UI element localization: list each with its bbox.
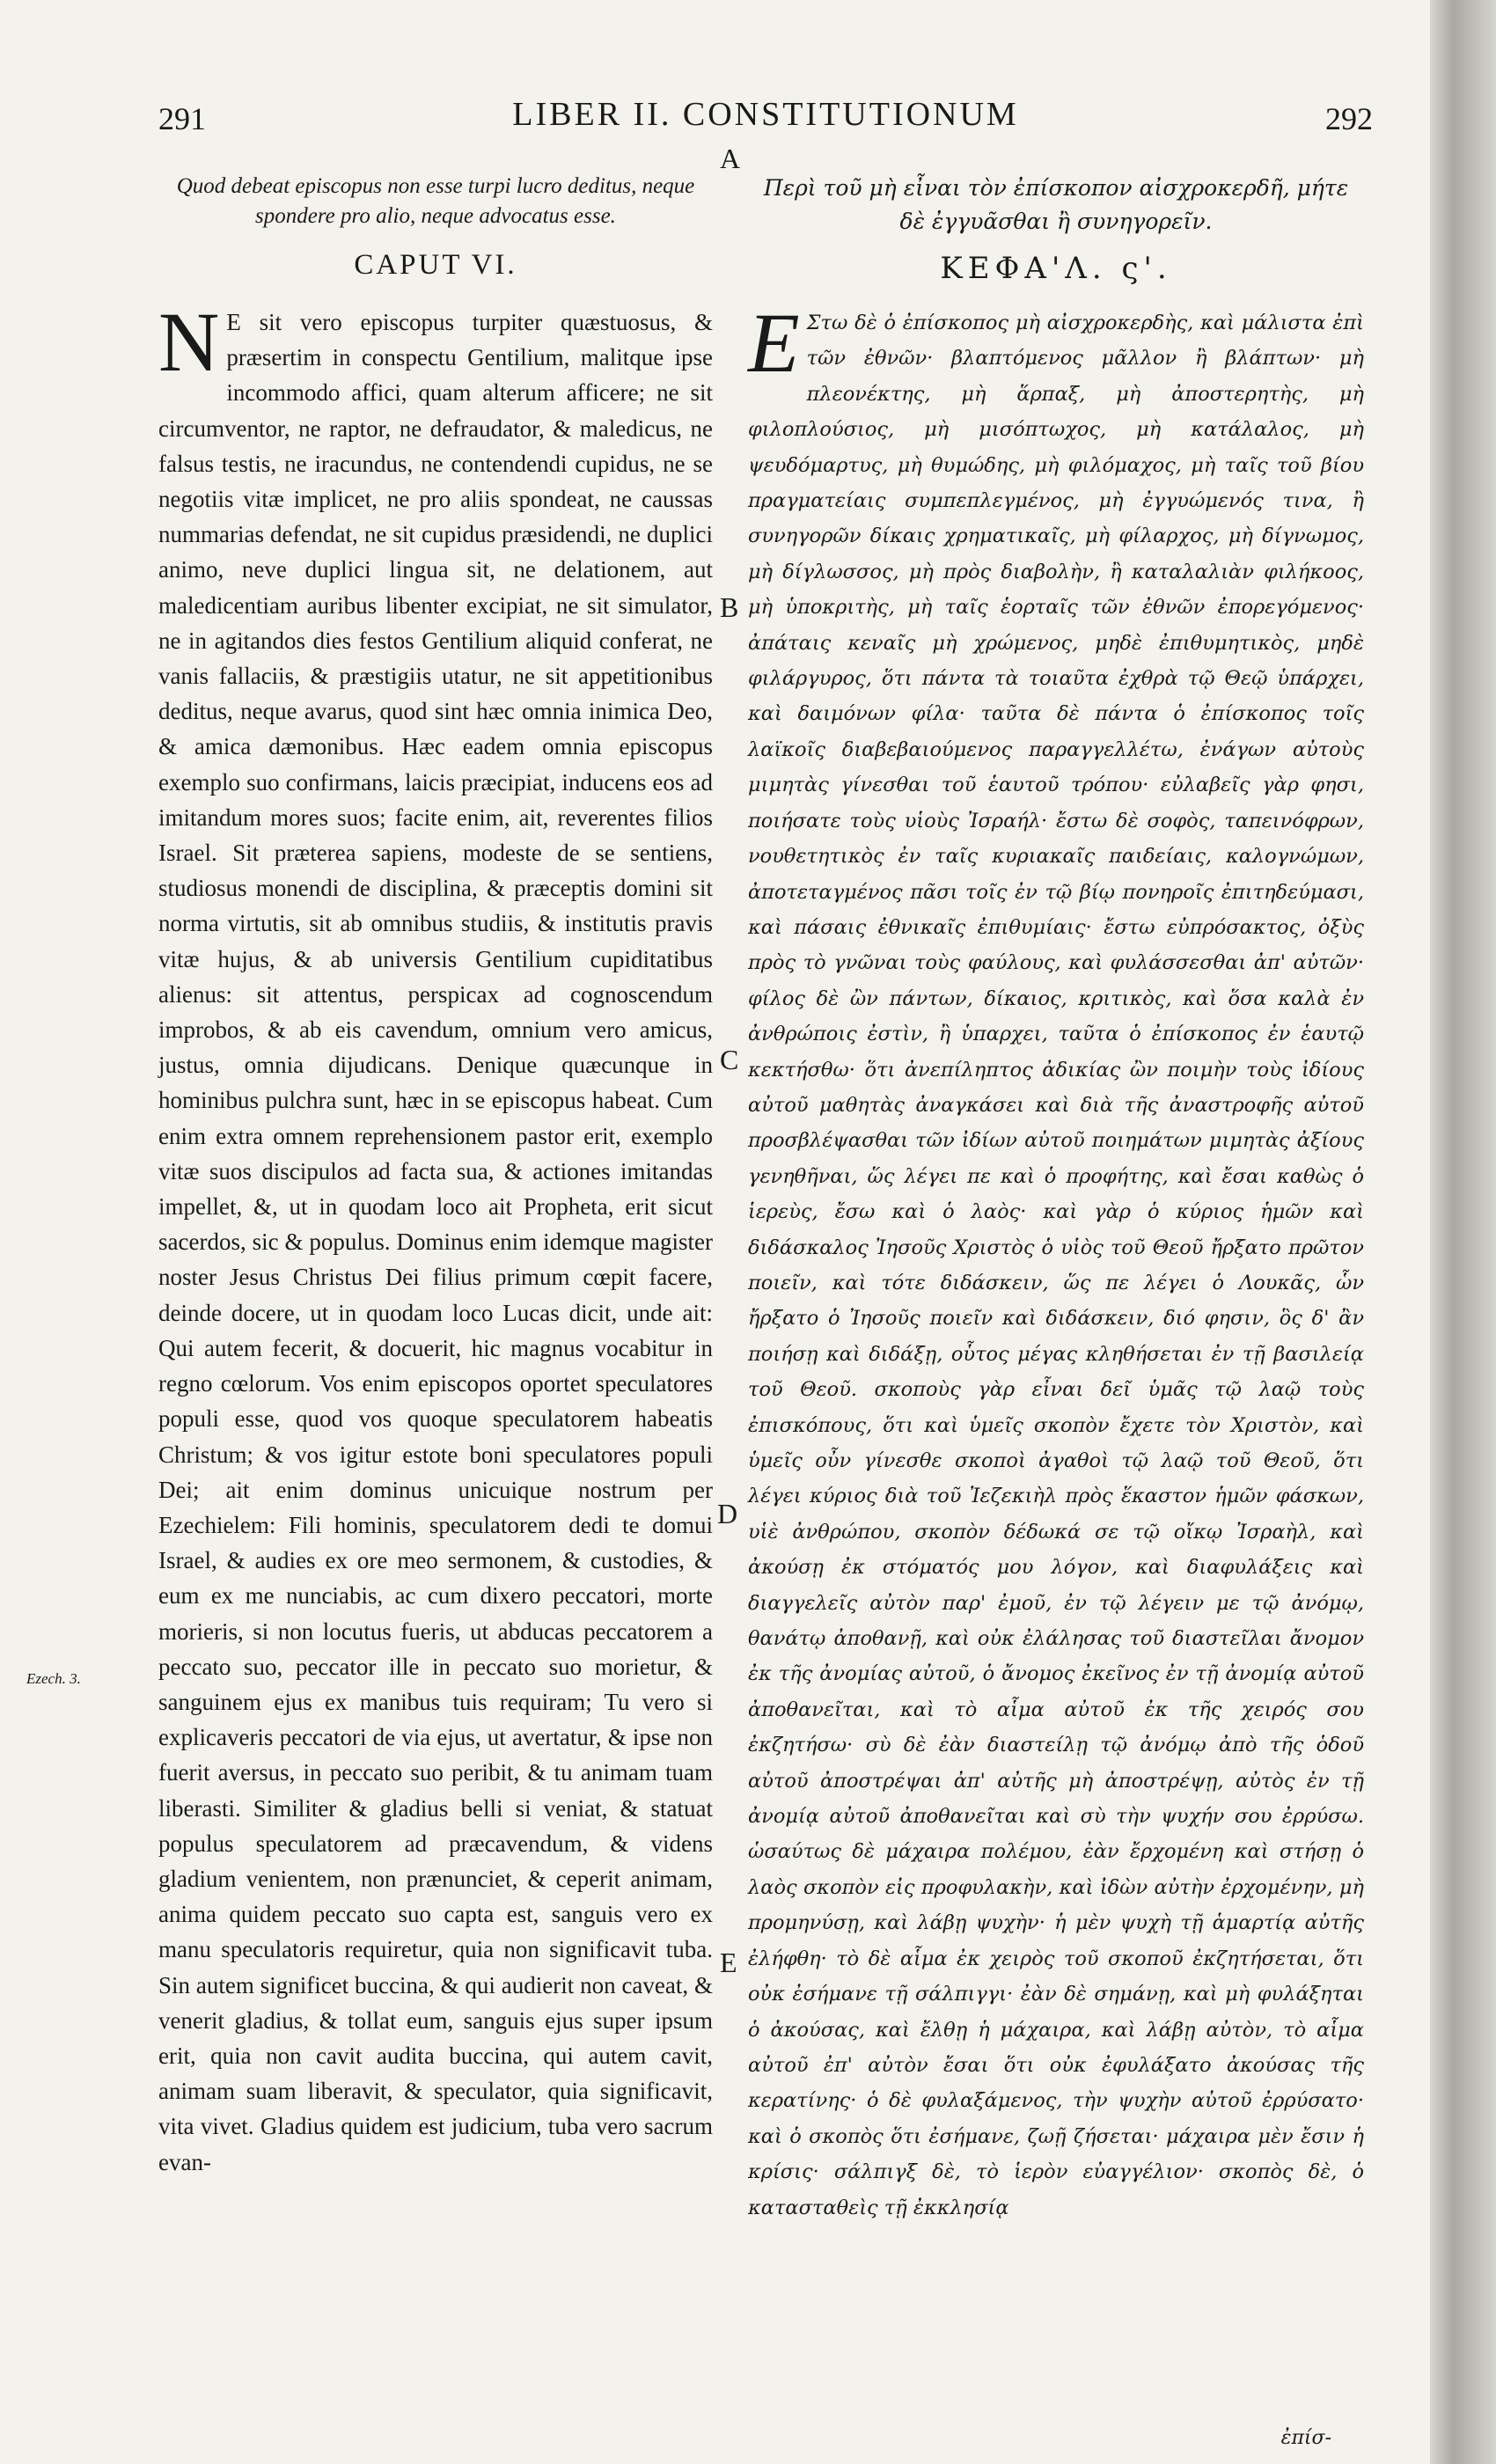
latin-column: [158, 172, 713, 2180]
margin-letter-c: C: [720, 1044, 739, 1075]
margin-letter-e: E: [720, 1947, 737, 1978]
margin-letter-b: B: [720, 591, 739, 623]
latin-chapter-title: Quod debeat episcopus non esse turpi lucro deditus, neque spondere pro alio, neque advocatus esse.: [176, 174, 695, 228]
latin-body-text: E sit vero episcopus turpiter quæstuosus, & præsertim in conspectu Gentilium, malitque ipse incommodo affici, quam alterum afficere; ne sit circumventor, ne raptor, ne defraudator, & maledicus, ne falsus testis, ne iracundus, ne contendendi cupidus, ne se negotiis vitæ implicet, ne pro aliis spondeat, ne caussas nummarias defendat, ne sit cupidus præsidendi, ne duplici animo, neve duplici lingua sit, ne delationem, aut maledicentiam auribus libenter excipiat, ne sit simulator, ne in agitandos dies festos Gentilium aliquid conferat, ne vanis fallaciis, & præstigiis utatur, ne sit appetitionibus deditus, neque avarus, quod sint hæc omnia inimica Deo, & amica dæmonibus. Hæc eadem omnia episcopus exemplo suo confirmans, laicis præcipiat, inducens eos ad imitandum mores suos; facite enim, ait, reverentes filios Israel. Sit præterea sapiens, modeste de se sentiens, studiosus monendi de disciplina, & præceptis domini sit norma virtutis, sit ab omnibus studiis, & institutis pravis vitæ hujus, & ab universis Gentilium cupiditatibus alienus: sit attentus, perspicax ad cognoscendum improbos, & ab eis cavendum, omnium vero amicus, justus, omnia dijudicans. Denique quæcunque in hominibus pulchra sunt, hæc in se episcopus habeat. Cum enim extra omnem reprehensionem pastor erit, exemplo vitæ suos discipulos ad facta sua, & actiones imitandas impellet, &, ut in quodam loco ait Propheta, erit sicut sacerdos, sic & populus. Dominus enim idemque magister noster Jesus Christus Dei filius primum cœpit facere, deinde docere, ut in quodam loco Lucas dicit, unde ait: Qui autem fecerit, & docuerit, hic magnus vocabitur in regno cœlorum. Vos enim episcopos oportet speculatores populi esse, quod vos quoque speculatorem habeatis Christum; & vos igitur estote boni speculatores populi Dei; ait enim dominus unicuique nostrum per Ezechielem: Fili hominis, speculatorem dedi te domui Israel, & audies ex ore meo sermonem, & custodies, & eum ex me nunciabis, ac cum dixero peccatori, morte morieris, si non locutus fueris, ut abducas peccatorem a peccato suo, peccator ille in peccato suo morietur, & sanguinem ejus ex manibus tuis requiram; Tu vero si explicaveris peccatori de via ejus, ut avertatur, & ipse non fuerit aversus, in peccato suo peribit, & tu animam tuam liberasti. Similiter & gladius belli si veniat, & statuat populus speculatorem ad præcavendum, & videns gladium venientem, non prænunciet, & ceperit animam, anima quidem peccato suo capta est, sanguis vero ex manu speculatoris requiretur, quia non significavit tuba. Sin autem significet buccina, & qui audierit non caveat, & venerit gladius, & tollat eum, sanguis ejus super ipsum erit, quia non cavit audita buccina, qui autem cavit, animam suam liberavit, & speculator, quia significavit, vita vivet. Gladius quidem est judicium, tuba vero sacrum evan-: [158, 309, 713, 2175]
running-header: [158, 95, 1373, 139]
margin-letter-a: A: [720, 143, 741, 174]
side-note: Ezech. 3.: [26, 1670, 81, 1687]
greek-body: [748, 296, 1364, 2226]
page-number-left: 291: [158, 101, 206, 136]
margin-letter-d: D: [717, 1498, 738, 1529]
greek-column: [748, 172, 1364, 2226]
latin-drop-initial: N: [158, 295, 220, 389]
greek-chapter-label: ΚΕΦΑ'Λ. ς'.: [940, 251, 1172, 286]
greek-body-text: Στω δὲ ὁ ἐπίσκοπος μὴ αἰσχροκερδὴς, καὶ μάλιστα ἐπὶ τῶν ἐθνῶν· βλαπτόμενος μᾶλλον ἢ βλάπτων· μὴ πλεονέκτης, μὴ ἅρπαξ, μὴ ἀποστερητὴς, μὴ φιλοπλούσιος, μὴ μισόπτωχος, μὴ κατάλαλος, μὴ ψευδόμαρτυς, μὴ θυμώδης, μὴ φιλόμαχος, μὴ ταῖς τοῦ βίου πραγματείαις συμπεπλεγμένος, μὴ ἐγγυώμενός τινα, ἢ συνηγορῶν δίκαις χρηματικαῖς, μὴ φίλαρχος, μὴ δίγνωμος, μὴ δίγλωσσος, μὴ πρὸς διαβολὴν, ἢ καταλαλιὰν φιλήκοος, μὴ ὑποκριτὴς, μὴ ταῖς ἑορταῖς τῶν ἐθνῶν ἐπορεγόμενος· ἀπάταις κεναῖς μὴ χρώμενος, μηδὲ ἐπιθυμητικὸς, μηδὲ φιλάργυρος, ὅτι πάντα τὰ τοιαῦτα ἐχθρὰ τῷ Θεῷ ὑπάρχει, καὶ δαιμόνων φίλα· ταῦτα δὲ πάντα ὁ ἐπίσκοπος τοῖς λαϊκοῖς διαβεβαιούμενος παραγγελλέτω, ἐνάγων αὐτοὺς μιμητὰς γίνεσθαι τοῦ ἑαυτοῦ τρόπου· εὐλαβεῖς γὰρ φησι, ποιήσατε τοὺς υἱοὺς Ἰσραήλ· ἔστω δὲ σοφὸς, ταπεινόφρων, νουθετητικὸς ἐν ταῖς κυριακαῖς παιδείαις, καλογνώμων, ἀποτεταγμένος πᾶσι τοῖς ἐν τῷ βίῳ πονηροῖς ἐπιτηδεύμασι, καὶ πάσαις ἐθνικαῖς ἐπιθυμίαις· ἔστω εὐπρόσακτος, ὀξὺς πρὸς τὸ γνῶναι τοὺς φαύλους, καὶ φυλάσσεσθαι ἀπ' αὐτῶν· φίλος δὲ ὢν πάντων, δίκαιος, κριτικὸς, καὶ ὅσα καλὰ ἐν ἀνθρώποις ἐστὶν, ἢ ὑπαρχει, ταῦτα ὁ ἐπίσκοπος ἐν ἑαυτῷ κεκτήσθω· ὅτι ἀνεπίληπτος ἀδικίας ὢν ποιμὴν τοὺς ἰδίους αὐτοῦ μαθητὰς ἀναγκάσει καὶ διὰ τῆς ἀναστροφῆς αὐτοῦ προσβλέψασθαι τῶν ἰδίων αὐτοῦ ποιημάτων μιμητὰς ἀξίους γενηθῆναι, ὥς λέγει πε καὶ ὁ προφήτης, καὶ ἔσαι καθὼς ὁ ἱερεὺς, ἔσω καὶ ὁ λαὸς· καὶ γὰρ ὁ κύριος ἡμῶν καὶ διδάσκαλος Ἰησοῦς Χριστὸς ὁ υἱὸς τοῦ Θεοῦ ἤρξατο πρῶτον ποιεῖν, καὶ τότε διδάσκειν, ὥς πε λέγει ὁ Λουκᾶς, ὧν ἤρξατο ὁ Ἰησοῦς ποιεῖν καὶ διδάσκειν, διό φησιν, ὃς δ' ἂν ποιήσῃ καὶ διδάξῃ, οὗτος μέγας κληθήσεται ἐν τῇ βασιλείᾳ τοῦ Θεοῦ. σκοποὺς γὰρ εἶναι δεῖ ὑμᾶς τῷ λαῷ τοὺς ἐπισκόπους, ὅτι καὶ ὑμεῖς σκοπὸν ἔχετε τὸν Χριστὸν, καὶ ὑμεῖς οὖν γίνεσθε σκοποὶ ἀγαθοὶ τῷ λαῷ τοῦ Θεοῦ, ὅτι λέγει κύριος διὰ τοῦ Ἰεζεκιὴλ πρὸς ἕκαστον ἡμῶν φάσκων, υἱὲ ἀνθρώπου, σκοπὸν δέδωκά σε τῷ οἴκῳ Ἰσραὴλ, καὶ ἀκούσῃ ἐκ στόματός μου λόγον, καὶ διαφυλάξεις καὶ διαγγελεῖς αὐτὸν παρ' ἐμοῦ, ἐν τῷ λέγειν με τῷ ἀνόμῳ, θανάτῳ ἀποθανῇ, καὶ οὐκ ἐλάλησας τοῦ διαστεῖλαι ἄνομον ἐκ τῆς ἀνομίας αὐτοῦ, ὁ ἄνομος ἐκεῖνος ἐν τῇ ἀνομίᾳ αὐτοῦ ἀποθανεῖται, καὶ τὸ αἷμα αὐτοῦ ἐκ τῆς χειρός σου ἐκζητήσω· σὺ δὲ ἐὰν διαστείλῃ τῷ ἀνόμῳ ἀπὸ τῆς ὁδοῦ αὐτοῦ ἀποστρέψαι ἀπ' αὐτῆς μὴ ἀποστρέψῃ, αὐτὸς ἐν τῇ ἀνομίᾳ αὐτοῦ ἀποθανεῖται καὶ σὺ τὴν ψυχήν σου ἐρρύσω. ὡσαύτως δὲ μάχαιρα πολέμου, ἐὰν ἔρχομένη καὶ στήσῃ ὁ λαὸς σκοπὸν εἰς προφυλακὴν, καὶ ἰδὼν αὐτὴν ἐρχομένην, μὴ προμηνύσῃ, καὶ λάβῃ ψυχὴν· ἡ μὲν ψυχὴ τῇ ἁμαρτίᾳ αὐτῆς ἐλήφθη· τὸ δὲ αἷμα ἐκ χειρὸς τοῦ σκοποῦ ἐκζητήσεται, ὅτι οὐκ ἐσήμανε τῇ σάλπιγγι· ἐὰν δὲ σημάνῃ, καὶ μὴ φυλάξηται ὁ ἀκούσας, καὶ ἔλθῃ ἡ μάχαιρα, καὶ λάβῃ αὐτὸν, τὸ αἷμα αὐτοῦ ἐπ' αὐτὸν ἔσαι ὅτι οὐκ ἐφυλάξατο ἀκούσας τῆς κερατίνης· ὁ δὲ φυλαξάμενος, τὴν ψυχὴν αὐτοῦ ἐρρύσατο· καὶ ὁ σκοπὸς ὅτι ἐσήμανε, ζωῇ ζήσεται· μάχαιρα μὲν ἔσιν ἡ κρίσις· σάλπιγξ δὲ, τὸ ἱερὸν εὐαγγέλιον· σκοπὸς δὲ, ὁ κατασταθεὶς τῇ ἐκκλησίᾳ: [748, 312, 1364, 2219]
latin-chapter-label: CAPUT VI.: [354, 249, 517, 281]
catchword: ἐπίσ-: [1280, 2427, 1331, 2449]
page-binding-shadow: [1430, 0, 1496, 2464]
greek-chapter-title: Περὶ τοῦ μὴ εἶναι τὸν ἐπίσκοπον αἰσχροκερδῆ, μήτε δὲ ἐγγυᾶσθαι ἢ συνηγορεῖν.: [763, 175, 1349, 234]
greek-drop-initial: Ε: [748, 296, 800, 390]
running-title: LIBER II. CONSTITUTIONUM: [512, 96, 1019, 133]
latin-body: [158, 295, 713, 2180]
page-number-right: 292: [1325, 101, 1373, 136]
